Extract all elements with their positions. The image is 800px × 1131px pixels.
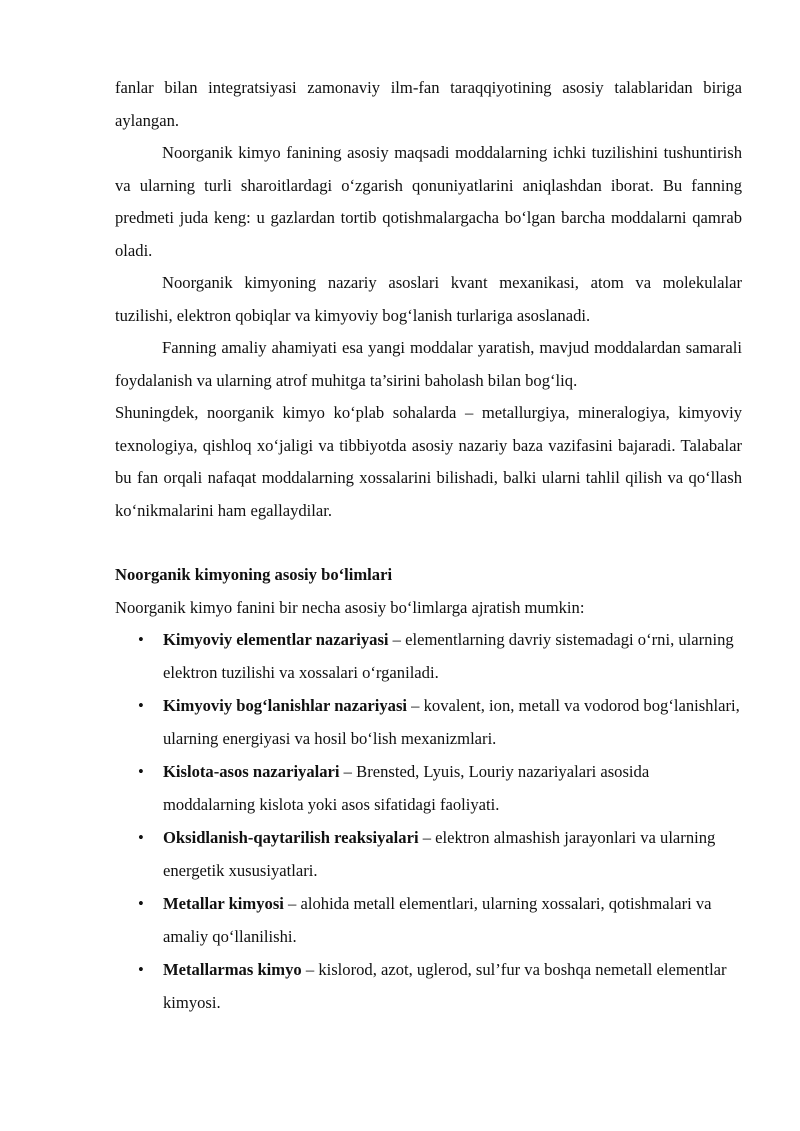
paragraph-theory: Noorganik kimyoning nazariy asoslari kvant mexanikasi, atom va molekulalar tuzilishi, elektron qobiqlar va kimyoviy bog‘lanish turlariga asoslanadi. [115, 273, 742, 325]
bullet-icon: • [138, 894, 144, 913]
list-item-text: – Brensted, Lyuis, Louriy nazariyalari asosida moddalarning kislota yoki asos sifatidagi faoliyati. [163, 762, 650, 814]
list-item-term: Metallar kimyosi [163, 894, 284, 913]
list-item-term: Kislota-asos nazariyalari [163, 762, 340, 781]
list-item-term: Metallarmas kimyo [163, 960, 302, 979]
paragraph-applications: Shuningdek, noorganik kimyo ko‘plab sohalarda – metallurgiya, mineralogiya, kimyoviy texnologiya, qishloq xo‘jaligi va tibbiyotda asosiy nazariy baza vazifasini bajaradi. Talabalar bu fan orqali nafaqat moddalarning xossalarini bilishadi, balki ularni tahlil qilish va qo‘llash ko‘nikmalarini ham egallaydilar. [115, 403, 742, 520]
list-item-text: – elektron almashish jarayonlari va ularning energetik xususiyatlari. [163, 828, 716, 880]
list-item [115, 954, 742, 1019]
bullet-icon: • [138, 960, 144, 979]
list-item [115, 888, 742, 953]
bullet-icon: • [138, 762, 144, 781]
spacer [115, 527, 742, 559]
paragraph-continuation: fanlar bilan integratsiyasi zamonaviy ilm-fan taraqqiyotining asosiy talablaridan biriga aylangan. [115, 78, 742, 130]
bullet-icon: • [138, 828, 144, 847]
list-item-term: Kimyoviy bog‘lanishlar nazariyasi [163, 696, 408, 715]
paragraph-practical: Fanning amaliy ahamiyati esa yangi moddalar yaratish, mavjud moddalardan samarali foydalanish va ularning atrof muhitga ta’sirini baholash bilan bog‘liq. [115, 338, 742, 390]
list-item [115, 756, 742, 821]
section-heading: Noorganik kimyoning asosiy bo‘limlari [115, 565, 393, 584]
section-intro: Noorganik kimyo fanini bir necha asosiy bo‘limlarga ajratish mumkin: [115, 597, 585, 617]
list-item [115, 690, 742, 755]
paragraph-aim: Noorganik kimyo fanining asosiy maqsadi moddalarning ichki tuzilishini tushuntirish va ularning turli sharoitlardagi o‘zgarish qonuniyatlarini aniqlashdan iborat. Bu fanning predmeti juda keng: u gazlardan tortib qotishmalargacha bo‘lgan barcha moddalarni qamrab oladi. [115, 143, 742, 260]
section-list [115, 624, 742, 1019]
list-item-text: – kislorod, azot, uglerod, sul’fur va boshqa nemetall elementlar kimyosi. [163, 960, 727, 1012]
document-page [115, 72, 742, 1020]
list-item [115, 822, 742, 887]
list-item-text: – elementlarning davriy sistemadagi o‘rni, ularning elektron tuzilishi va xossalari o‘rganiladi. [163, 630, 734, 682]
list-item-term: Kimyoviy elementlar nazariyasi [163, 630, 389, 649]
list-item-text: – alohida metall elementlari, ularning xossalari, qotishmalari va amaliy qo‘llanilishi. [163, 894, 712, 946]
bullet-icon: • [138, 630, 144, 649]
list-item [115, 624, 742, 689]
bullet-icon: • [138, 696, 144, 715]
list-item-term: Oksidlanish-qaytarilish reaksiyalari [163, 828, 419, 847]
list-item-text: – kovalent, ion, metall va vodorod bog‘lanishlari, ularning energiyasi va hosil bo‘lish mexanizmlari. [163, 696, 740, 748]
